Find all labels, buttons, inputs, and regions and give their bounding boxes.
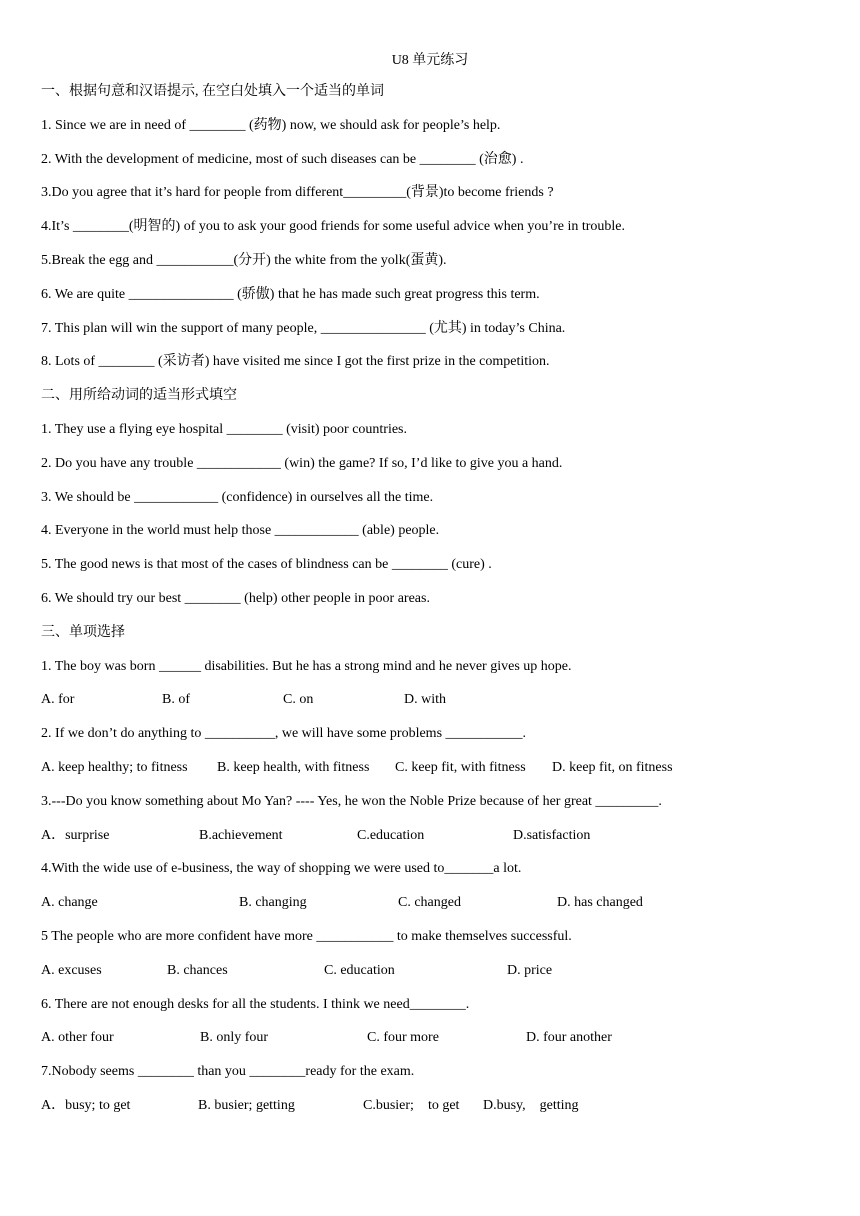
s3-question-2: 2. If we don’t do anything to __________, we will have some problems ___________. — [41, 726, 527, 742]
s3-options-7 — [41, 1098, 820, 1132]
worksheet-body — [41, 84, 820, 1132]
s3-question-1: 1. The boy was born ______ disabilities. But he has a strong mind and he never gives up hope. — [41, 658, 572, 674]
option-d: D. keep fit, on fitness — [552, 759, 673, 775]
option-a: A. excuses — [41, 962, 102, 978]
section-3-heading: 三、单项选择 — [41, 624, 125, 640]
option-a: A. other four — [41, 1030, 114, 1046]
s3-options-1 — [41, 692, 820, 726]
option-a: A. keep healthy; to fitness — [41, 759, 188, 775]
s3-options-3 — [41, 828, 820, 862]
section-1-heading: 一、根据句意和汉语提示, 在空白处填入一个适当的单词 — [41, 84, 384, 99]
option-c: C. four more — [367, 1030, 439, 1046]
s3-options-6 — [41, 1030, 820, 1064]
option-c: C.busier; to get — [363, 1097, 460, 1113]
s3-question-3: 3.---Do you know something about Mo Yan? ---- Yes, he won the Noble Prize because of her great _________. — [41, 793, 662, 809]
s3-options-5 — [41, 963, 820, 997]
s2-item-4: 4. Everyone in the world must help those ____________ (able) people. — [41, 523, 440, 539]
s1-item-2: 2. With the development of medicine, most of such diseases can be ________ (治愈) . — [41, 151, 524, 167]
option-c: C.education — [357, 827, 425, 843]
option-b: B. of — [162, 692, 190, 708]
s2-item-5: 5. The good news is that most of the cases of blindness can be ________ (cure) . — [41, 557, 492, 573]
option-b: B.achievement — [199, 827, 283, 843]
option-d: D.satisfaction — [513, 827, 591, 843]
s1-item-6: 6. We are quite _______________ (骄傲) that he has made such great progress this term. — [41, 286, 540, 302]
section-2-heading: 二、用所给动词的适当形式填空 — [41, 388, 237, 404]
s2-item-6: 6. We should try our best ________ (help) other people in poor areas. — [41, 590, 430, 606]
s2-item-1: 1. They use a flying eye hospital ________ (visit) poor countries. — [41, 421, 408, 437]
option-d: D.busy, getting — [483, 1097, 579, 1113]
s2-item-3: 3. We should be ____________ (confidence) in ourselves all the time. — [41, 489, 434, 505]
option-c: C. keep fit, with fitness — [395, 759, 526, 775]
option-b: B. changing — [239, 895, 307, 911]
s1-item-5: 5.Break the egg and ___________(分开) the white from the yolk(蛋黄). — [41, 252, 447, 268]
s3-question-6: 6. There are not enough desks for all the students. I think we need________. — [41, 996, 470, 1012]
s1-item-4: 4.It’s ________(明智的) of you to ask your good friends for some useful advice when you’re in trouble. — [41, 219, 625, 235]
option-b: B. busier; getting — [198, 1097, 295, 1113]
option-b: B. keep health, with fitness — [217, 759, 370, 775]
option-b: B. only four — [200, 1030, 269, 1046]
s1-item-1: 1. Since we are in need of ________ (药物) now, we should ask for people’s help. — [41, 117, 501, 133]
s1-item-3: 3.Do you agree that it’s hard for people from different_________(背景)to become friends ? — [41, 185, 554, 201]
option-c: C. changed — [398, 895, 461, 911]
option-c: C. education — [324, 962, 395, 978]
option-b: B. chances — [167, 962, 228, 978]
option-d: D. has changed — [557, 895, 643, 911]
option-c: C. on — [283, 692, 314, 708]
option-d: D. price — [507, 962, 553, 978]
option-a: A. for — [41, 692, 75, 708]
option-d: D. four another — [526, 1030, 612, 1046]
s2-item-2: 2. Do you have any trouble ____________ (win) the game? If so, I’d like to give you a hand. — [41, 455, 563, 471]
s3-question-5: 5 The people who are more confident have more ___________ to make themselves successful. — [41, 928, 572, 944]
option-d: D. with — [404, 692, 446, 708]
s3-options-2 — [41, 760, 820, 794]
option-a: A. change — [41, 895, 98, 911]
s1-item-8: 8. Lots of ________ (采访者) have visited me since I got the first prize in the competition. — [41, 354, 550, 370]
s3-options-4 — [41, 895, 820, 929]
option-a: A．surprise — [41, 827, 110, 843]
page-title: U8 单元练习 — [391, 53, 469, 68]
s3-question-4: 4.With the wide use of e-business, the way of shopping we were used to_______a lot. — [41, 861, 522, 877]
s3-question-7: 7.Nobody seems ________ than you ________ready for the exam. — [41, 1064, 415, 1080]
option-a: A．busy; to get — [41, 1097, 131, 1113]
s1-item-7: 7. This plan will win the support of many people, _______________ (尤其) in today’s China. — [41, 320, 566, 336]
